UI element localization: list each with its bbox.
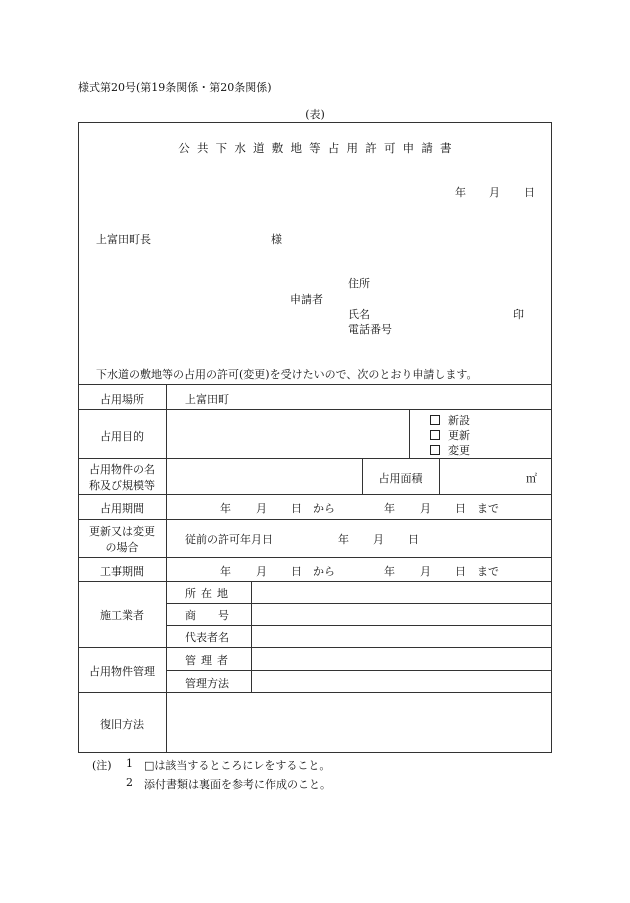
period-to-word: まで [477, 502, 499, 515]
checkbox[interactable] [430, 430, 440, 440]
name-label: 氏名 [348, 308, 370, 321]
period-to-year: 年 [384, 502, 395, 515]
construction-period-label: 工事期間 [100, 565, 144, 578]
notes-prefix: (注) [92, 759, 112, 772]
applicant-label: 申請者 [290, 293, 323, 306]
prev-year: 年 [338, 533, 349, 546]
area-unit: ㎡ [526, 472, 537, 485]
area-label: 占用面積 [378, 472, 423, 485]
management-label: 占用物件管理 [89, 665, 155, 678]
location-label: 占用場所 [100, 393, 144, 406]
renewal-label-line2: の場合 [105, 541, 139, 554]
construction-to-day: 日 [455, 565, 466, 578]
management-method-label: 管理方法 [185, 677, 229, 690]
construction-to-word: まで [477, 565, 499, 578]
contractor-label: 施工業者 [100, 609, 144, 622]
construction-from-word: から [313, 565, 335, 578]
note-2-text: 添付書類は裏面を参考に作成のこと。 [144, 778, 331, 791]
renewal-label-line1: 更新又は変更 [89, 525, 155, 538]
prev-date-label: 従前の許可年月日 [185, 533, 273, 546]
purpose-option-change[interactable] [430, 442, 470, 458]
location-value: 上富田町 [185, 393, 229, 406]
address-label: 住所 [348, 277, 370, 290]
construction-to-year: 年 [384, 565, 395, 578]
form-number: 様式第20号(第19条関係・第20条関係) [78, 81, 272, 94]
note-1-number: 1 [126, 757, 133, 770]
option-label: 新設 [448, 414, 470, 427]
period-to-day: 日 [455, 502, 466, 515]
side-label: (表) [305, 108, 325, 121]
construction-from-month: 月 [256, 565, 267, 578]
prev-day: 日 [408, 533, 419, 546]
construction-to-month: 月 [420, 565, 431, 578]
contractor-address-label: 所在地 [185, 587, 233, 600]
purpose-option-new[interactable] [430, 412, 470, 428]
prev-month: 月 [373, 533, 384, 546]
option-label: 更新 [448, 429, 470, 442]
month-label: 月 [489, 186, 500, 199]
contractor-trade-name-label: 商号 [185, 609, 251, 622]
period-from-month: 月 [256, 502, 267, 515]
year-label: 年 [455, 186, 466, 199]
object-label-line2: 称及び規模等 [89, 479, 155, 492]
note-1-text: □は該当するところにレをすること。 [144, 759, 331, 772]
period-from-year: 年 [220, 502, 231, 515]
construction-from-year: 年 [220, 565, 231, 578]
recipient-honorific: 様 [271, 233, 282, 246]
object-label-line1: 占用物件の名 [89, 463, 155, 476]
checkbox[interactable] [430, 445, 440, 455]
restoration-label: 復旧方法 [100, 718, 144, 731]
note-2-number: 2 [126, 776, 133, 789]
recipient-name: 上富田町長 [96, 233, 151, 246]
manager-label: 管理者 [185, 654, 233, 667]
form-title: 公共下水道敷地等占用許可申請書 [178, 141, 459, 155]
period-from-day: 日 [291, 502, 302, 515]
option-label: 変更 [448, 444, 470, 457]
period-to-month: 月 [420, 502, 431, 515]
period-from-word: から [313, 502, 335, 515]
construction-from-day: 日 [291, 565, 302, 578]
contractor-representative-label: 代表者名 [185, 631, 229, 644]
seal-label: 印 [513, 308, 524, 321]
request-statement: 下水道の敷地等の占用の許可(変更)を受けたいので、次のとおり申請します。 [96, 368, 478, 381]
checkbox[interactable] [430, 415, 440, 425]
day-label: 日 [524, 186, 535, 199]
purpose-label: 占用目的 [100, 430, 144, 443]
period-label: 占用期間 [100, 502, 144, 515]
phone-label: 電話番号 [348, 323, 392, 336]
purpose-option-renew[interactable] [430, 427, 470, 443]
